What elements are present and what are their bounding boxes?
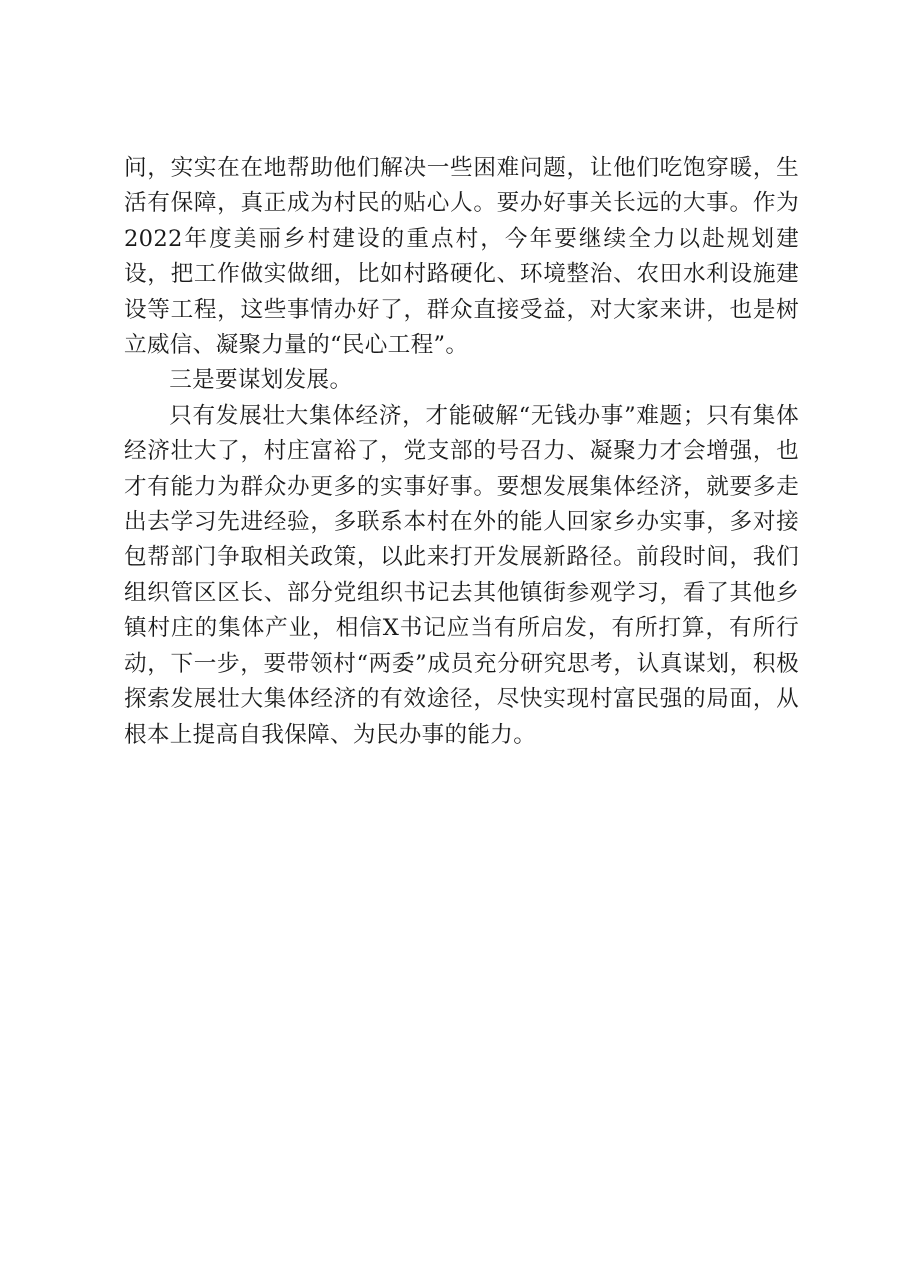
paragraph-continuation: 问，实实在在地帮助他们解决一些困难问题，让他们吃饱穿暖，生活有保障，真正成为村民的贴心人。要办好事关长远的大事。作为2022年度美丽乡村建设的重点村，今年要继续全力以赴规划建设，把工作做实做细，比如村路硬化、环境整治、农田水利设施建设等工程，这些事情办好了，群众直接受益，对大家来讲，也是树立威信、凝聚力量的“民心工程”。 [124, 155, 799, 359]
document-body [124, 151, 799, 753]
paragraph-collective-economy: 只有发展壮大集体经济，才能破解“无钱办事”难题；只有集体经济壮大了，村庄富裕了，党支部的号召力、凝聚力才会增强，也才有能力为群众办更多的实事好事。要想发展集体经济，就要多走出去学习先进经验，多联系本村在外的能人回家乡办实事，多对接包帮部门争取相关政策，以此来打开发展新路径。前段时间，我们组织管区区长、部分党组织书记去其他镇街参观学习，看了其他乡镇村庄的集体产业，相信X书记应当有所启发，有所打算，有所行动，下一步，要带领村“两委”成员充分研究思考，认真谋划，积极探索发展壮大集体经济的有效途径，尽快实现村富民强的局面，从根本上提高自我保障、为民办事的能力。 [124, 402, 799, 748]
section-heading-plan-development: 三是要谋划发展。 [169, 367, 353, 394]
